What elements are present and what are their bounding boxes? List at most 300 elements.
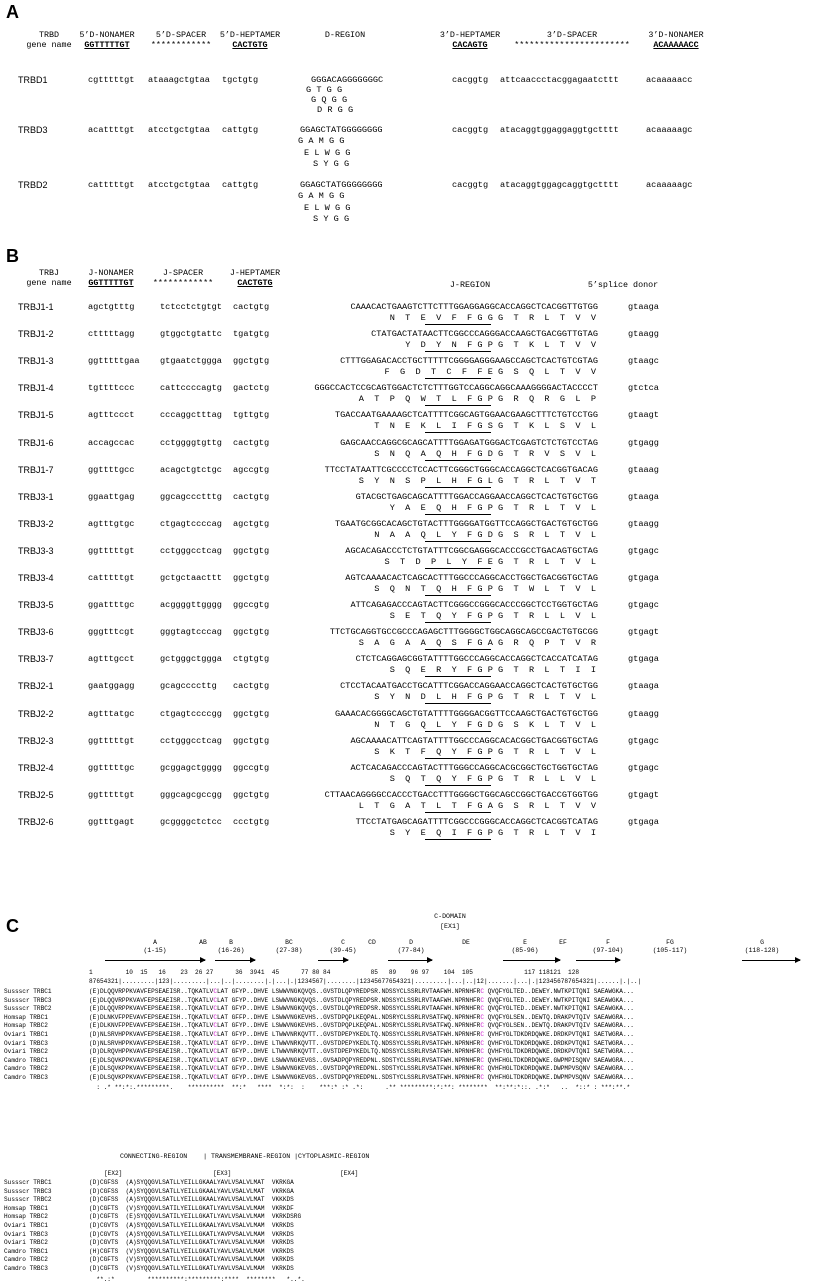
j-region-aa: N T G Q L Y F G D G S K L T V L <box>374 720 596 730</box>
aligned-sequence: (E)DLQQVRPPKVAVFEPSEAEISR..TQKATLVCLAT GFYP..DHVE LSWWVNGKQVQS..GVSTDLQPYREDPSR.NDSSYCLSSRLRVTAAFWH.NPRNHFRC QVQFYGLTED..DEWEY.NWTKPITQNI SAEAWGKA... <box>89 1005 634 1013</box>
j-region-aa: S Y E Q I F G P G T R L T V I <box>389 828 596 838</box>
nonamer3-seq: acaaaaagc <box>646 125 693 135</box>
gene-name: TRBJ3-5 <box>18 600 54 610</box>
species-chain-label: Oviari TRBC3 <box>4 1039 48 1047</box>
spacer-seq: cccaggctttag <box>160 410 222 420</box>
gene-name: TRBJ3-4 <box>18 573 54 583</box>
aligned-sequence: (D)CGFTS (V)SYQQGVLSATLLYEILLGKATLYAVLVSALVLMAM VKRKDS <box>89 1256 294 1264</box>
splice-donor-seq: gtgagc <box>628 600 659 610</box>
aligned-sequence: (D)CGVTS (A)SYQQGVLSATLLYEILLGKAALYAVLVSALVLMAM VKRKDS <box>89 1222 294 1229</box>
gene-name: TRBD2 <box>18 180 48 190</box>
aligned-sequence: (E)DLSQVKPPKVAVFEPSEAEISR..TQKATLVCLAT GFYP..DHVE LSWWVNGKEVGS..GVSTDPQPYREDPNL.SDSTYCLSSRLRVSATFWH.NPRNHFRC QVHFHGLTDKDRDQWKE.DWPMPVSQNV SAEAWGRA... <box>89 1065 634 1073</box>
species-chain-label: Oviari TRBC1 <box>4 1031 48 1038</box>
heptamer-seq: gactctg <box>233 383 270 393</box>
strand-label: BC <box>285 939 293 946</box>
gene-name: TRBJ2-1 <box>18 681 54 691</box>
splice-donor-seq: gtaaga <box>628 492 659 502</box>
strand-range: (97-104) <box>592 947 624 954</box>
species-chain-label: Sussscr TRBC2 <box>4 1005 52 1013</box>
heptamer-seq: tgctgtg <box>222 75 259 85</box>
species-chain-label: Camdro TRBC3 <box>4 1265 48 1272</box>
nonamer-seq: ggaattgag <box>88 492 135 502</box>
j-region-aa: N T E V F F G G G T R L T V V <box>389 313 596 323</box>
j-spacer-consensus: ************ <box>152 278 214 288</box>
spacer-seq: gcggggctctcc <box>160 817 222 827</box>
frame3-aa: S Y G G <box>313 159 350 169</box>
heptamer-seq: ggccgtg <box>233 763 270 773</box>
nonamer-seq: ggattttgc <box>88 600 135 610</box>
nonamer-seq: gaatggagg <box>88 681 135 691</box>
nonamer-seq: ggtttttgt <box>88 790 135 800</box>
spacer-seq: atcctgctgtaa <box>148 180 210 190</box>
heptamer-seq: cactgtg <box>233 438 270 448</box>
strand-range: (85-96) <box>511 947 539 954</box>
nonamer-seq: ggttttgcc <box>88 465 135 475</box>
splice-donor-seq: gtgaga <box>628 817 659 827</box>
trbd-gene-header: TRBD gene name <box>26 30 72 50</box>
heptamer-seq: tgttgtg <box>233 410 270 420</box>
fgxg-motif-underline <box>425 622 491 623</box>
strand-range: (77-84) <box>397 947 425 954</box>
fgxg-motif-underline <box>425 785 491 786</box>
j-region-header: J-REGION <box>449 280 491 290</box>
strand-range: (118-128) <box>744 947 780 954</box>
strand-label: C <box>341 939 345 946</box>
strand-label: CD <box>368 939 376 946</box>
d-nonamer3-consensus: ACAAAAACC <box>653 40 699 50</box>
numbering-line-1: 1 10 15 16 23 26 27 36 3941 45 77 80 84 85 89 96 97 104 105 117 118121 128 <box>89 969 580 976</box>
fgxg-motif-underline <box>425 839 491 840</box>
heptamer-seq: ggctgtg <box>233 709 270 719</box>
strand-range: (16-26) <box>217 947 245 954</box>
spacer-seq: gggcagcgccgg <box>160 790 222 800</box>
frame2-aa: G Q G G <box>311 95 348 105</box>
j-region-nt: AGTCAAAACACTCAGCACTTTGGCCCAGGCACCTGGCTGACGGTGCTAG <box>345 573 598 583</box>
d-spacer5-consensus: ************ <box>150 40 212 50</box>
j-region-nt: TGAATGCGGCACAGCTGTACTTTGGGGATGGTTCCAGGCTGACTGTGCTGG <box>334 519 598 529</box>
d-heptamer3-consensus: CACAGTG <box>452 40 488 50</box>
gene-name: TRBD3 <box>18 125 48 135</box>
splice-donor-seq: gtaaga <box>628 681 659 691</box>
species-chain-label: Homsap TRBC1 <box>4 1204 48 1212</box>
spacer3-seq: atacaggtggagcaggtgctttt <box>500 180 619 190</box>
panel-b-letter: B <box>6 246 19 266</box>
strand-label: E <box>523 939 527 946</box>
heptamer-seq: ggccgtg <box>233 600 270 610</box>
spacer-seq: gtggctgtattc <box>160 329 222 339</box>
species-chain-label: Oviari TRBC1 <box>4 1222 48 1229</box>
spacer3-seq: attcaaccctacggagaatcttt <box>500 75 619 85</box>
fgxg-motif-underline <box>425 514 491 515</box>
ex4-label: [EX4] <box>340 1170 359 1177</box>
beta-strand-arrow <box>576 960 620 961</box>
d-region-seq: GGAGCTATGGGGGGGG <box>300 125 383 135</box>
species-chain-label: Camdro TRBC1 <box>4 1056 48 1064</box>
beta-strand-arrow <box>742 960 800 961</box>
splice-donor-seq: gtaagc <box>628 356 659 366</box>
beta-strand-arrow <box>318 960 348 961</box>
gene-name: TRBJ3-2 <box>18 519 54 529</box>
spacer-seq: gggtagtcccag <box>160 627 222 637</box>
fgxg-motif-underline <box>425 731 491 732</box>
j-region-nt: CTTAACAGGGGCCACCCTGACCTTTGGGGCTGGCAGCCGGCTGACCGTGGTGG <box>324 790 598 800</box>
strand-range: (39-45) <box>329 947 357 954</box>
d-spacer5-header: 5’D-SPACER <box>155 30 207 40</box>
spacer-seq: gcggagctgggg <box>160 763 222 773</box>
j-region-aa: T N E K L I F G S G T K L S V L <box>374 421 596 431</box>
aligned-sequence: (H)CGFTS (V)SYQQGVLSATLLYEILLGKATLYAVLVSALVLMAM VKRKDS <box>89 1247 294 1255</box>
nonamer-seq: cgtttttgt <box>88 75 135 85</box>
gene-name: TRBJ1-4 <box>18 383 54 393</box>
aligned-sequence: (E)DLSQVKPPKVAVFEPSEAEISR..TQKATLVCLAT GFYP..DHVE LSWWVNGKEVGS..GVSTDPQPYREDPNL.SDSTYCLSSRLRVSATFWH.NPRNHFRC QVHFHGLTDKDRDQWKE.DWPMPVSQNV SAEAWGRA... <box>89 1074 634 1081</box>
j-region-nt: AGCACAGACCCTCTGTATTTCGGCGAGGGCACCCGCCTGACAGTGCTAG <box>345 546 598 556</box>
spacer3-seq: atacaggtggaggaggtgctttt <box>500 125 619 135</box>
aligned-sequence: (E)DLQQVRPPKVAVFEPSEAEISR..TQKATLVCLAT GFYP..DHVE LSWWVNGKQVQS..GVSTDLQPYREDPSR.NDSSYCLSSRLRVTAAFWH.NPRNHFRC QVQFYGLTED..DEWEY.NWTKPITQNI SAEAWGKA... <box>89 996 634 1004</box>
splice-donor-seq: gtaagg <box>628 329 659 339</box>
j-region-aa: S Q E R Y F G P G T R L T I I <box>389 665 596 675</box>
splice-donor-seq: gtaaag <box>628 465 659 475</box>
splice-donor-seq: gtgagc <box>628 763 659 773</box>
j-region-aa: L T G A T L T F G A G S R L T V V <box>358 801 596 811</box>
beta-strand-arrow <box>215 960 255 961</box>
heptamer3-seq: cacggtg <box>452 75 489 85</box>
j-region-aa: S Y N S P L H F G L G T R L T V T <box>358 476 596 486</box>
j-region-aa: S N Q A Q H F G D G T R V S V L <box>374 449 596 459</box>
frame2-aa: E L W G G <box>304 148 351 158</box>
heptamer-seq: cactgtg <box>233 492 270 502</box>
frame3-aa: S Y G G <box>313 214 350 224</box>
beta-strand-arrow <box>105 960 205 961</box>
nonamer3-seq: acaaaaacc <box>646 75 693 85</box>
strand-label: B <box>229 939 233 946</box>
d-nonamer3-header: 3’D-NONAMER <box>648 30 704 40</box>
nonamer-seq: tgttttccc <box>88 383 135 393</box>
spacer-seq: tctcctctgtgt <box>160 302 222 312</box>
spacer-seq: cctgggcctcag <box>160 546 222 556</box>
gene-name: TRBJ1-1 <box>18 302 54 312</box>
ex2-label: [EX2] <box>104 1170 123 1177</box>
splice-donor-seq: gtaagg <box>628 709 659 719</box>
heptamer-seq: ctgtgtg <box>233 654 270 664</box>
aligned-sequence: (E)DLKNVFPPEVAVFEPSEAEISH..TQKATLVCLAT GFYP..DHVE LSWWVNGKEVHS..GVSTDPQPLKEQPAL.NDSRYCLSSRLRVSATFWQ.NPRNHFRC QVQFYGLSEN..DEWTQ.DRAKPVTQIV SAEAWGRA... <box>89 1022 634 1030</box>
fgxg-motif-underline <box>425 487 491 488</box>
splice-donor-seq: gtgagt <box>628 790 659 800</box>
gene-name: TRBJ3-3 <box>18 546 54 556</box>
species-chain-label: Camdro TRBC1 <box>4 1247 48 1255</box>
spacer-seq: acggggttgggg <box>160 600 222 610</box>
heptamer-seq: ggctgtg <box>233 627 270 637</box>
nonamer-seq: ctttttagg <box>88 329 135 339</box>
ex3-label: [EX3] <box>213 1170 232 1177</box>
gene-name: TRBJ1-2 <box>18 329 54 339</box>
numbering-line-2: 87654321|.........|123|.........|...|..|........|.|...|.|1234567|........|12345677654321|.........|...|..|12|.......|...|.|123456787654321|......|.|..| <box>89 978 642 985</box>
j-region-aa: F G D T C F F E G S Q L T V V <box>384 367 596 377</box>
spacer-seq: ataaagctgtaa <box>148 75 210 85</box>
heptamer3-seq: cacggtg <box>452 125 489 135</box>
j-region-aa: N A A Q L Y F G D G S R L T V L <box>374 530 596 540</box>
splice-donor-seq: gtgagg <box>628 438 659 448</box>
d-nonamer5-header: 5’D-NONAMER <box>79 30 135 40</box>
ex1-label: [EX1] <box>440 923 460 930</box>
fgxg-motif-underline <box>425 460 491 461</box>
fgxg-motif-underline <box>425 676 491 677</box>
heptamer-seq: cattgtg <box>222 125 259 135</box>
j-region-nt: TTCTGCAGGTGCCGCCCAGAGCTTTGGGGCTGGCAGGCAGCCGACTGTGCGG <box>329 627 598 637</box>
j-region-aa: S Q N T Q H F G P G T W L T V L <box>374 584 596 594</box>
aligned-sequence: (D)CGVTS (A)SYQQGVLSATLLYEILLGKATLYAVLVSALVLMAM VKRKDS <box>89 1239 294 1247</box>
species-chain-label: Oviari TRBC2 <box>4 1239 48 1247</box>
d-region-seq: GGGACAGGGGGGGC <box>311 75 384 85</box>
j-region-aa: S E T Q Y F G P G T R L L V L <box>389 611 596 621</box>
spacer-seq: ggcagccctttg <box>160 492 222 502</box>
j-region-nt: TTCCTATAATTCGCCCCTCCACTTCGGGCTGGGCACCAGGCTCACGGTGACAG <box>324 465 598 475</box>
heptamer3-seq: cacggtg <box>452 180 489 190</box>
panel-c-letter: C <box>6 916 19 936</box>
heptamer-seq: ggctgtg <box>233 546 270 556</box>
frame1-aa: G A M G G <box>298 191 345 201</box>
strand-label: FG <box>666 939 674 946</box>
j-region-nt: GGGCCACTCCGCAGTGGACTCTCTTTGGTCCAGGCAGGCAAAGGGGACTACCCCT <box>314 383 598 393</box>
j-region-aa: Y A E Q H F G P G T R L T V L <box>389 503 596 513</box>
j-region-nt: CTATGACTATAACTTCGGCCCAGGGACCAAGCTGACGGTTGTAG <box>371 329 598 339</box>
nonamer-seq: ggtttttgc <box>88 763 135 773</box>
nonamer-seq: agtttgtgc <box>88 519 135 529</box>
j-region-nt: ATTCAGAGACCCAGTACTTCGGGCCGGGCACCCGGCTCCTGGTGCTAG <box>350 600 598 610</box>
heptamer-seq: tgatgtg <box>233 329 270 339</box>
aligned-sequence: (D)CGFTS (E)SYQQGVLSATILYEILLGKATLYAVLVSALVLMAM VKRKDSRG <box>89 1213 302 1221</box>
nonamer-seq: ggtttttgaa <box>88 356 140 366</box>
conservation-line-2: **.:* **********:*********:**** ******** *..*. <box>89 1276 305 1283</box>
j-region-nt: GAAACACGGGGCAGCTGTATTTTGGGGACGGTTCCAAGCTGACTGTGCTGG <box>334 709 598 719</box>
j-region-nt: AGCAAAACATTCAGTATTTTGGCCCAGGCACACGGCTGACGGTGCTAG <box>350 736 598 746</box>
spacer-seq: gctgggctggga <box>160 654 222 664</box>
j-region-nt: TTCCTATGAGCAGATTTTCGGCCCGGGCACCAGGCTCACGGTCATAG <box>355 817 598 827</box>
aligned-sequence: (D)NLSRVHPPKVAVFEPSEAEISR..TQKATLVCLAT GFYP..DHVE LTWWVNRKQVTT..GVSTDPEPYKEDLTQ.NDSSYCLSSRLRVSATFWH.NPRNHFRC QVHFYGLTDKDRDQWKE.DRDKPVTQNI SAETWGRA... <box>89 1031 634 1038</box>
frame1-aa: G A M G G <box>298 136 345 146</box>
species-chain-label: Homsap TRBC1 <box>4 1013 48 1021</box>
aligned-sequence: (D)CGFTS (V)SYQQGVLSATLLYEILLGKATLYAVLVSALVLMAM VKRKDS <box>89 1265 294 1272</box>
aligned-sequence: (D)CGFTS (V)SYQQGVLSATILYEILLGKATLYAVLVSALVLMAM VKRKDF <box>89 1204 294 1212</box>
j-region-nt: CTCTCAGGAGCGGTATTTTGGCCCAGGCACCAGGCTCACCATCATAG <box>355 654 598 664</box>
heptamer-seq: cactgtg <box>233 302 270 312</box>
j-heptamer-consensus: CACTGTG <box>237 278 273 288</box>
j-region-aa: S Q T Q Y F G P G T R L L V L <box>389 774 596 784</box>
splice-donor-seq: gtgaga <box>628 573 659 583</box>
j-region-nt: GAGCAACCAGGCGCAGCATTTTGGAGATGGGACTCGAGTCTCTGTCCTAG <box>340 438 598 448</box>
strand-range: (27-38) <box>275 947 303 954</box>
splice-donor-seq: gtgagc <box>628 736 659 746</box>
fgxg-motif-underline <box>425 812 491 813</box>
strand-label: D <box>409 939 413 946</box>
gene-name: TRBJ1-3 <box>18 356 54 366</box>
strand-range: (105-117) <box>652 947 688 954</box>
beta-strand-arrow <box>388 960 432 961</box>
heptamer-seq: ggctgtg <box>233 356 270 366</box>
splice-donor-seq: gtctca <box>628 383 659 393</box>
gene-name: TRBJ3-6 <box>18 627 54 637</box>
heptamer-seq: cattgtg <box>222 180 259 190</box>
j-region-aa: S K T F Q Y F G P G T R L T V L <box>374 747 596 757</box>
heptamer-seq: agctgtg <box>233 519 270 529</box>
splice-donor-header: 5’splice donor <box>587 280 659 290</box>
species-chain-label: Sussscr TRBC1 <box>4 1179 52 1186</box>
fgxg-motif-underline <box>425 324 491 325</box>
j-region-nt: CTTTGGAGACACCTGCTTTTTCGGGGAGGGAAGCCAGCTCACTGTCGTAG <box>340 356 598 366</box>
spacer-seq: cctgggcctcag <box>160 736 222 746</box>
spacer-seq: acagctgtctgc <box>160 465 222 475</box>
j-heptamer-header: J-HEPTAMER <box>229 268 281 278</box>
spacer-seq: ctgagtccccag <box>160 519 222 529</box>
nonamer-seq: ggtttttgt <box>88 546 135 556</box>
gene-name: TRBJ1-7 <box>18 465 54 475</box>
gene-name: TRBJ3-7 <box>18 654 54 664</box>
nonamer-seq: catttttgt <box>88 180 135 190</box>
d-spacer3-header: 3’D-SPACER <box>546 30 598 40</box>
j-region-nt: CTCCTACAATGACCTGCATTTCGGACCAGGAACCAGGCTCACTGTGCTGG <box>340 681 598 691</box>
nonamer-seq: ggtttgagt <box>88 817 135 827</box>
heptamer-seq: ccctgtg <box>233 817 270 827</box>
aligned-sequence: (D)CGFSS (A)SYQQGVLSATLLYEILLGKAALYAVLVSALVLMAT VKRKGA <box>89 1187 294 1195</box>
d-heptamer5-consensus: CACTGTG <box>232 40 268 50</box>
j-region-aa: S T D P L Y F E G T R L T V L <box>384 557 596 567</box>
heptamer-seq: agccgtg <box>233 465 270 475</box>
d-region-header: D-REGION <box>324 30 366 40</box>
d-region-seq: GGAGCTATGGGGGGGG <box>300 180 383 190</box>
frame1-aa: G T G G <box>306 85 343 95</box>
spacer-seq: gtgaatctggga <box>160 356 222 366</box>
j-region-aa: Y D Y N F G P G T K L T V V <box>405 340 596 350</box>
strand-label: F <box>606 939 610 946</box>
gene-name: TRBJ2-3 <box>18 736 54 746</box>
gene-name: TRBJ2-5 <box>18 790 54 800</box>
nonamer-seq: accagccac <box>88 438 135 448</box>
gene-name: TRBD1 <box>18 75 48 85</box>
nonamer-seq: agctgtttg <box>88 302 135 312</box>
nonamer3-seq: acaaaaagc <box>646 180 693 190</box>
strand-range: (1-15) <box>143 947 167 954</box>
fgxg-motif-underline <box>425 649 491 650</box>
nonamer-seq: acattttgt <box>88 125 135 135</box>
gene-name: TRBJ2-6 <box>18 817 54 827</box>
splice-donor-seq: gtgaga <box>628 654 659 664</box>
gene-name: TRBJ1-5 <box>18 410 54 420</box>
conservation-line-1: : .* **:*:.*********. ********** **:* **** *:*: : ***:* :* .*: .** *********:*:**: ******** **:**:*::. .*:* .. *::* : ***:**.* <box>89 1084 631 1091</box>
species-chain-label: Camdro TRBC2 <box>4 1065 48 1073</box>
fgxg-motif-underline <box>425 378 491 379</box>
aligned-sequence: (D)CGFSS (A)SYQQGVLSATLLYEILLGKAALYAVLVSALVLMAT VKKKDS <box>89 1196 294 1204</box>
strand-label: DE <box>462 939 470 946</box>
strand-label: AB <box>199 939 207 946</box>
heptamer-seq: ggctgtg <box>233 573 270 583</box>
strand-label: A <box>153 939 157 946</box>
aligned-sequence: (D)CGFSS (A)SYQQGVLSATLLYEILLGKAALYAVLVSALVLMAT VKRKGA <box>89 1179 294 1186</box>
spacer-seq: cctggggtgttg <box>160 438 222 448</box>
species-chain-label: Camdro TRBC3 <box>4 1074 48 1081</box>
spacer-seq: gcagccccttg <box>160 681 217 691</box>
fgxg-motif-underline <box>425 541 491 542</box>
species-chain-label: Camdro TRBC2 <box>4 1256 48 1264</box>
c-domain-title: C-DOMAIN <box>434 913 466 920</box>
heptamer-seq: cactgtg <box>233 681 270 691</box>
j-region-aa: S A G A A Q S F G A G R Q P T V R <box>358 638 596 648</box>
spacer-seq: atcctgctgtaa <box>148 125 210 135</box>
aligned-sequence: (E)DLSQVKPPKVAVFEPSEAEISR..TQKATLVCLAT GFYP..DHVE LSWWVNGKEVGS..GVSADPQPYREDPNL.SDSTYCLSSRLRVSATFWH.NPRNHFRC QVHFHGLTDKDRDQWKE.GWPMPISQNV SAEAWGRA... <box>89 1056 634 1064</box>
gene-name: TRBJ1-6 <box>18 438 54 448</box>
j-region-nt: GTACGCTGAGCAGCATTTTGGACCAGGAACCAGGCTCACTGTGCTGG <box>355 492 598 502</box>
aligned-sequence: (D)NLSRVHPPKVAVFEPSEAEISR..TQKATLVCLAT GFYP..DHVE LTWWVNRKQVTT..GVSTDPEPYKEDLTQ.NDSSYCLSSRLRVSATFWH.NPRNHFRC QVHFYGLTDKDRDQWKE.DRDKPVTQNI SAETWGRA... <box>89 1039 634 1047</box>
j-region-nt: ACTCACAGACCCAGTACTTTGGGCCAGGCACGCGGCTGCTGGTGCTAG <box>350 763 598 773</box>
strand-label: EF <box>559 939 567 946</box>
spacer-seq: gctgctaacttt <box>160 573 222 583</box>
nonamer-seq: catttttgt <box>88 573 135 583</box>
j-region-nt: CAAACACTGAAGTCTTCTTTGGAGGAGGCACCAGGCTCACGGTTGTGG <box>350 302 598 312</box>
fgxg-motif-underline <box>425 351 491 352</box>
species-chain-label: Oviari TRBC3 <box>4 1230 48 1238</box>
trbj-gene-header: TRBJ gene name <box>26 268 72 288</box>
species-chain-label: Sussscr TRBC3 <box>4 996 52 1004</box>
j-region-nt: TGACCAATGAAAAGCTCATTTTCGGCAGTGGAACGAAGCTTTCTGTCCTGG <box>334 410 598 420</box>
species-chain-label: Sussscr TRBC3 <box>4 1187 52 1195</box>
spacer-seq: ctgagtccccgg <box>160 709 222 719</box>
region-header: CONNECTING-REGION | TRANSMEMBRANE-REGION |CYTOPLASMIC-REGION <box>120 1153 370 1160</box>
splice-donor-seq: gtaaga <box>628 302 659 312</box>
fgxg-motif-underline <box>425 432 491 433</box>
species-chain-label: Homsap TRBC2 <box>4 1213 48 1221</box>
panel-a-letter: A <box>6 2 19 22</box>
j-spacer-header: J-SPACER <box>162 268 204 278</box>
d-heptamer3-header: 3’D-HEPTAMER <box>439 30 501 40</box>
gene-name: TRBJ3-1 <box>18 492 54 502</box>
nonamer-seq: agtttccct <box>88 410 135 420</box>
fgxg-motif-underline <box>425 405 491 406</box>
species-chain-label: Oviari TRBC2 <box>4 1048 48 1056</box>
aligned-sequence: (D)DLRQVHPPKVAVFEPSEAEISR..TQKATLVCLAT GFYP..DHVE LTWWVNRKQVTT..GVSTDPEPYKEDLTQ.NDSSYCLSSRLRVSATFWH.NPRNHFRC QVHFYGLTDKDRDQWKE.DRDKPVTQNI SAETWGRA... <box>89 1048 634 1056</box>
splice-donor-seq: gtaagt <box>628 410 659 420</box>
species-chain-label: Sussscr TRBC1 <box>4 988 52 995</box>
gene-name: TRBJ2-2 <box>18 709 54 719</box>
gene-name: TRBJ2-4 <box>18 763 54 773</box>
fgxg-motif-underline <box>425 758 491 759</box>
fgxg-motif-underline <box>425 595 491 596</box>
fgxg-motif-underline <box>425 568 491 569</box>
spacer-seq: cattccccagtg <box>160 383 222 393</box>
fgxg-motif-underline <box>425 703 491 704</box>
beta-strand-arrow <box>503 960 560 961</box>
j-region-aa: A T P Q W T L F G P G R Q R G L P <box>358 394 596 404</box>
heptamer-seq: ggctgtg <box>233 736 270 746</box>
heptamer-seq: ggctgtg <box>233 790 270 800</box>
d-heptamer5-header: 5’D-HEPTAMER <box>219 30 281 40</box>
nonamer-seq: agtttatgc <box>88 709 135 719</box>
j-nonamer-consensus: GGTTTTTGT <box>88 278 134 288</box>
j-region-aa: S Y N D L H F G P G T R L T V L <box>374 692 596 702</box>
nonamer-seq: gggtttcgt <box>88 627 135 637</box>
aligned-sequence: (E)DLQQVRPPKVAVFEPSEAEISR..TQKATLVCLAT GFYP..DHVE LSWWVNGKQVQS..GVSTDLQPYREDPSR.NDSSYCLSSRLRVTAAFWH.NPRNHFRC QVQFYGLTED..DEWEY.NWTKPITQNI SAEAWGKA... <box>89 988 634 995</box>
splice-donor-seq: gtgagc <box>628 546 659 556</box>
aligned-sequence: (D)CGVTS (A)SYQQGVLSATLLYEILLGKATLYAVPVSALVLMAM VKRKDS <box>89 1230 294 1238</box>
aligned-sequence: (E)DLNKVFPPEVAVFEPSEAEISH..TQKATLVCLAT GFFP..DHVE LSWWVNGKEVHS..GVSTDPQPLKEQPAL.NDSRYCLSSRLRVSATFWQ.NPRNHFRC QVQFYGLSEN..DEWTQ.DRAKPVTQIV SAEAWGRA... <box>89 1013 634 1021</box>
frame2-aa: E L W G G <box>304 203 351 213</box>
frame3-aa: D R G G <box>317 105 354 115</box>
strand-label: G <box>760 939 764 946</box>
d-spacer3-consensus: *********************** <box>514 40 630 50</box>
nonamer-seq: ggtttttgt <box>88 736 135 746</box>
splice-donor-seq: gtgagt <box>628 627 659 637</box>
species-chain-label: Sussscr TRBC2 <box>4 1196 52 1204</box>
species-chain-label: Homsap TRBC2 <box>4 1022 48 1030</box>
j-nonamer-header: J-NONAMER <box>88 268 134 278</box>
nonamer-seq: agtttgcct <box>88 654 135 664</box>
